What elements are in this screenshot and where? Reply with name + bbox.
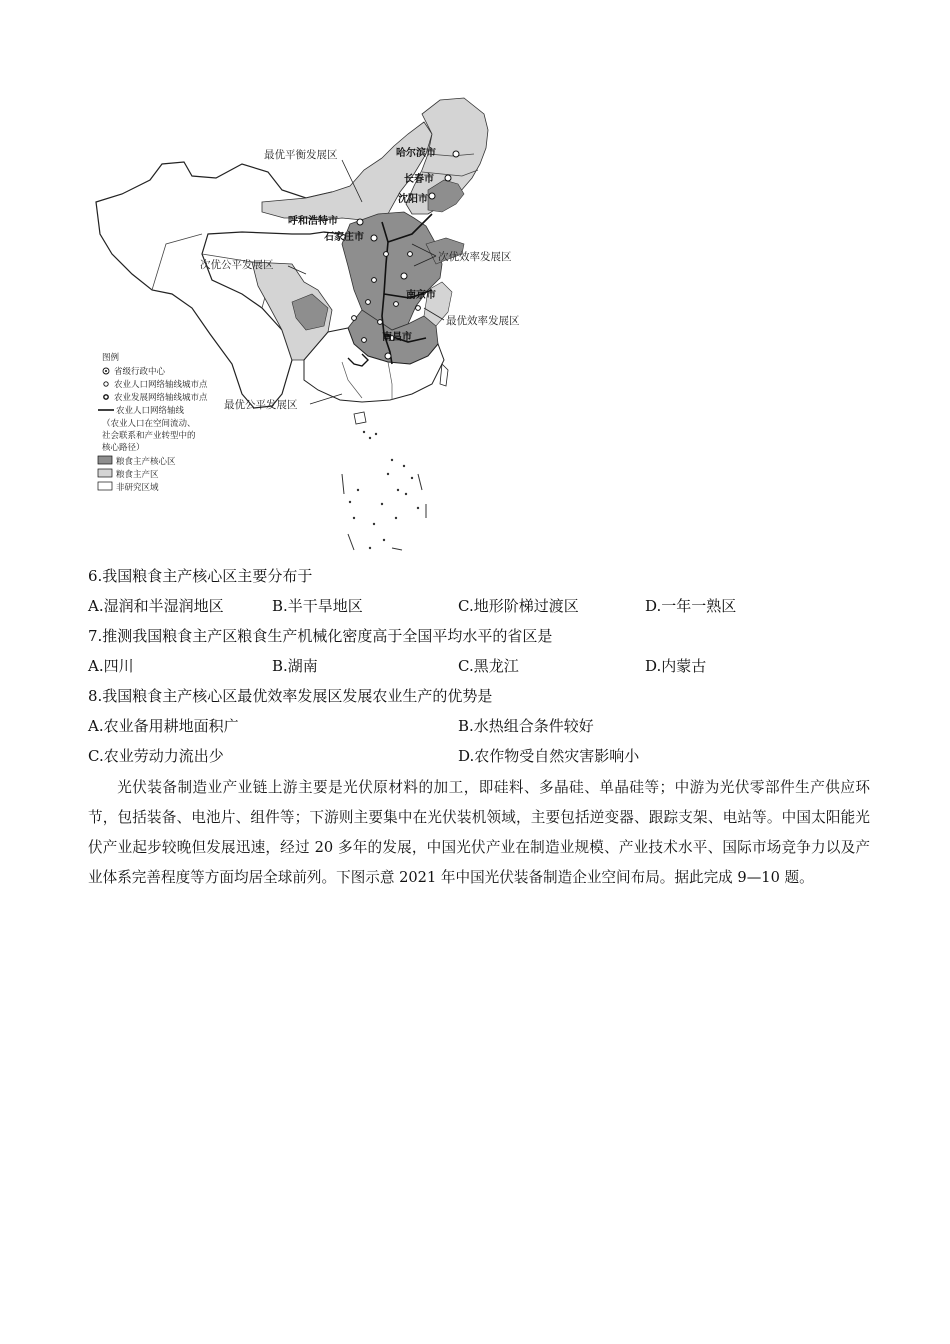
q7-option-d: D.内蒙古 [645, 657, 707, 675]
legend-item-capital: 省级行政中心 [114, 367, 166, 377]
city-label-hohhot: 呼和浩特市 [288, 216, 338, 227]
question-7-stem: 7.推测我国粮食主产区粮食生产机械化密度高于全国平均水平的省区是 [88, 627, 553, 645]
hainan-island [354, 412, 366, 424]
q6-option-d: D.一年一熟区 [645, 597, 737, 615]
question-6-stem: 6.我国粮食主产核心区主要分布于 [88, 567, 313, 585]
legend-symbol-pop-city [104, 382, 108, 386]
taiwan-island [440, 364, 448, 386]
nine-dash-line [342, 474, 426, 550]
region-label-best-balance: 最优平衡发展区 [264, 149, 338, 161]
legend-item-axis: 农业人口网络轴线 [116, 406, 185, 416]
legend-note-2: 社会联系和产业转型中的 [102, 431, 196, 441]
map-svg [92, 94, 552, 556]
city-label-nanchang: 南昌市 [382, 332, 412, 343]
region-label-best-efficiency: 最优效率发展区 [446, 315, 520, 327]
q7-option-a: A.四川 [88, 657, 134, 675]
legend-title: 图例 [102, 353, 120, 363]
map-legend [98, 352, 208, 493]
q8-option-d: D.农作物受自然灾害影响小 [458, 747, 640, 765]
inner-mongolia-main [262, 122, 432, 222]
legend-item-dev-city: 农业发展网络轴线城市点 [114, 393, 208, 403]
legend-swatch-main [98, 469, 112, 477]
city-label-shijiazhuang: 石家庄市 [324, 232, 364, 243]
legend-swatch-none [98, 482, 112, 490]
q6-option-a: A.湿润和半湿润地区 [88, 597, 224, 615]
q8-option-b: B.水热组合条件较好 [458, 717, 594, 735]
china-grain-map [92, 94, 552, 556]
legend-note-1: （农业人口在空间流动、 [102, 419, 196, 429]
question-8-stem: 8.我国粮食主产核心区最优效率发展区发展农业生产的优势是 [88, 687, 493, 705]
city-label-shenyang: 沈阳市 [398, 194, 428, 205]
legend-symbol-capital-dot [105, 370, 107, 372]
legend-symbol-dev-city [104, 395, 108, 399]
q8-option-c: C.农业劳动力流出少 [88, 747, 224, 765]
city-label-changchun: 长春市 [404, 174, 434, 185]
passage-photovoltaic: 光伏装备制造业产业链上游主要是光伏原材料的加工，即硅料、多晶硅、单晶硅等；中游为光伏零部件生产供应环节，包括装备、电池片、组件等；下游则主要集中在光伏装机领域，主要包括逆变器、跟踪支架、电站等。中国太阳能光伏产业起步较晚但发展迅速，经过 20 多年的发展，中国光伏产业在制造业规模、产业技术水平、国际市场竞争力以及产业体系完善程度等方面均居全球前列。下图示意 2021 年中国光伏装备制造企业空间布局。据此完成 9—10 题。 [88, 779, 870, 886]
q6-option-b: B.半干旱地区 [272, 597, 363, 615]
legend-item-none: 非研究区域 [116, 483, 159, 493]
city-label-harbin: 哈尔滨市 [396, 148, 436, 159]
city-label-nanjing: 南京市 [406, 290, 436, 301]
q8-option-a: A.农业备用耕地面积广 [88, 717, 239, 735]
q7-option-c: C.黑龙江 [458, 657, 519, 675]
legend-swatch-core [98, 456, 112, 464]
legend-item-pop-city: 农业人口网络轴线城市点 [114, 380, 208, 390]
region-label-second-efficiency: 次优效率发展区 [438, 251, 512, 263]
legend-item-main: 粮食主产区 [116, 470, 159, 480]
q7-option-b: B.湖南 [272, 657, 318, 675]
south-sea-islands [349, 431, 419, 549]
region-label-best-fair: 最优公平发展区 [224, 399, 298, 411]
q6-option-c: C.地形阶梯过渡区 [458, 597, 579, 615]
legend-note-3: 核心路径） [102, 443, 145, 453]
region-label-second-fair: 次优公平发展区 [200, 259, 274, 271]
legend-item-core: 粮食主产核心区 [116, 457, 176, 467]
